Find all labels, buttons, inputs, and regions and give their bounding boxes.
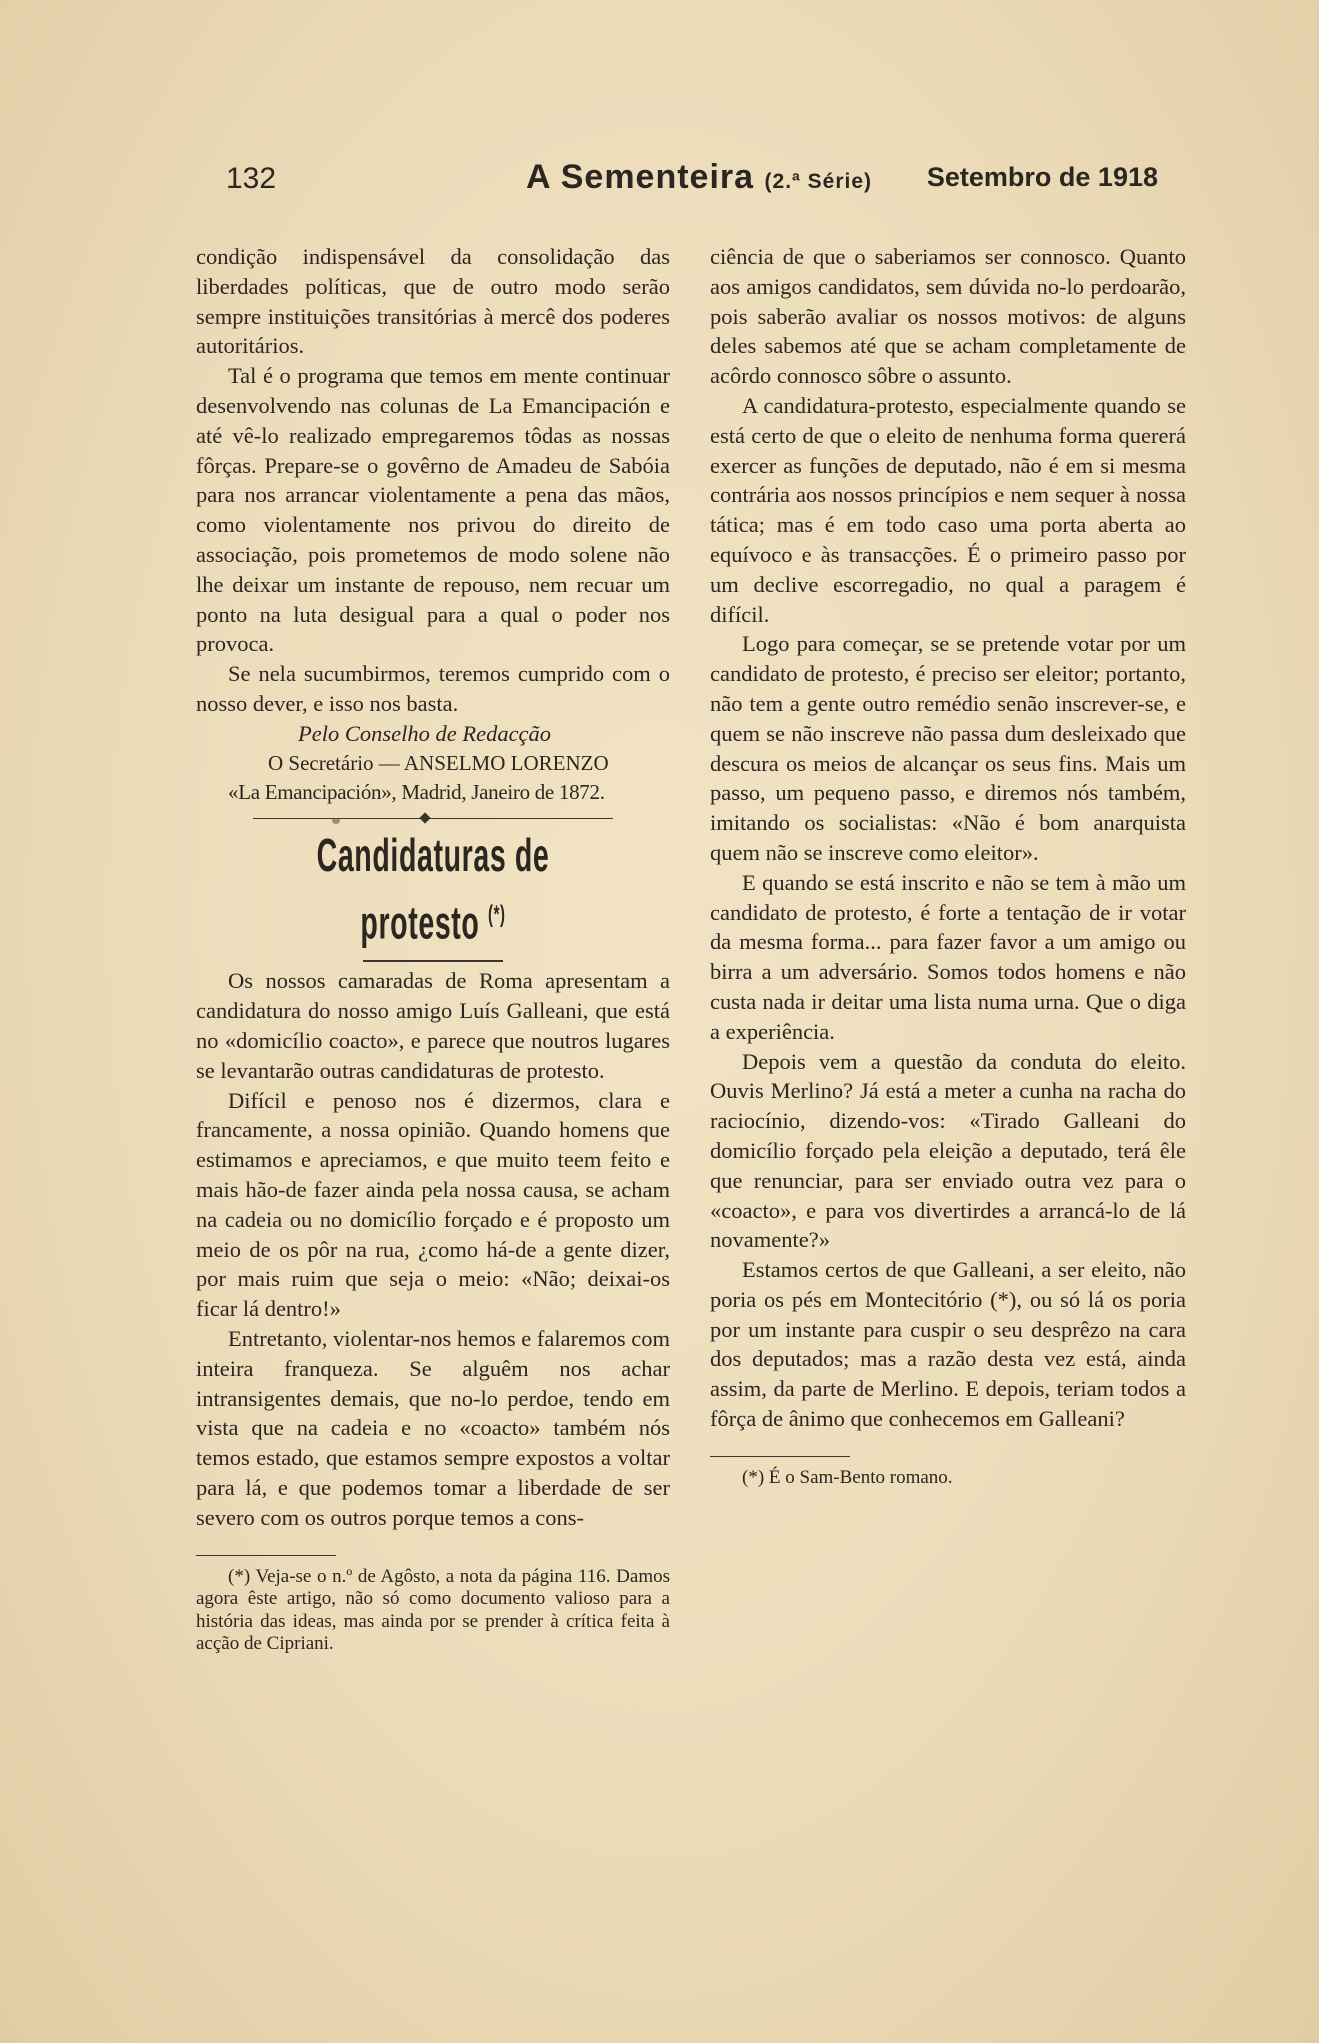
paragraph: Logo para começar, se se pretende votar por um candidato de protesto, é preciso ser eleitor; portanto, não tem a gente outro remédio senão inscrever-se, e quem se não inscreve não passa dum desleixado que descura os meios de alcançar os seus fins. Mais um passo, um pequeno passo, e diremos nós também, imitando os socialistas: «Não é bom anarquista quem não se inscreve como eleitor». [710, 631, 1186, 865]
paragraph: Estamos certos de que Galleani, a ser eleito, não poria os pés em Montecitório (*), ou só lá os poria por um instante para cuspir o seu desprêzo na cara dos deputados; mas a razão desta vez está, ainda assim, da parte de Merlino. E depois, teriam todos a fôrça de ânimo que conhecemos em Galleani? [710, 1257, 1186, 1432]
section-divider [253, 818, 613, 819]
series-label: (2.ª Série) [764, 170, 872, 193]
footnote-text: (*) É o Sam-Bento romano. [742, 1466, 953, 1488]
divider-ornament [419, 812, 430, 823]
paragraph: condição indispensável da consolidação das liberdades políticas, que de outro modo serão sempre instituições transitórias à mercê dos poderes autoritários. [196, 244, 670, 359]
paragraph: Entretanto, violentar-nos hemos e falaremos com inteira franqueza. Se alguêm nos achar intransigentes demais, que no-lo perdoe, tendo em vista que na cadeia e no «coacto» também nós temos estado, que estamos sempre expostos a voltar para lá, e que podemos tomar a liberdade de ser severo com os outros porque temos a cons- [196, 1326, 670, 1530]
publication-name: A Sementeira [526, 158, 755, 196]
paragraph: A candidatura-protesto, especialmente quando se está certo de que o eleito de nenhuma forma quererá exercer as funções de deputado, não é em si mesma contrária aos nossos princípios e nem sequer à nossa tática; mas é em todo caso uma porta aberta ao equívoco e às transacções. É o primeiro passo por um declive escorregadio, no qual a paragem é difícil. [710, 392, 1186, 627]
footnote-rule [196, 1555, 336, 1556]
paragraph: Tal é o programa que temos em mente continuar desenvolvendo nas colunas de La Emancipación e até vê-lo realizado empregaremos tôdas as nossas fôrças. Prepare-se o govêrno de Amadeu de Sabóia para nos arrancar violentamente a pena das mãos, como violentamente nos privou do direito de associação, pois prometemos de modo solene não lhe deixar um instante de repouso, nem recuar um ponto na luta desigual para a qual o poder nos provoca. [196, 363, 670, 657]
paragraph: Difícil e penoso nos é dizermos, clara e francamente, a nossa opinião. Quando homens que estimamos e apreciamos, e que muito teem feito e mais hão-de fazer ainda pela nossa causa, se acham na cadeia ou no domicílio forçado e é proposto um meio de os pôr na rua, ¿como há-de a gente dizer, por mais ruim que seja o meio: «Não; deixai-os ficar lá dentro!» [196, 1087, 670, 1322]
section-title-text: Candidaturas de protesto [316, 829, 550, 949]
paragraph: E quando se está inscrito e não se tem à mão um candidato de protesto, é forte a tentação de ir votar da mesma forma... para fazer favor a um amigo ou birra a um adversário. Somos todos homens e não custa nada ir deitar uma lista numa urna. Que o diga a experiência. [710, 869, 1186, 1044]
title-rule [363, 960, 503, 962]
right-column [710, 242, 1186, 1489]
issue-date: Setembro de 1918 [926, 162, 1158, 192]
footnote [196, 1566, 670, 1656]
signature-line: Pelo Conselho de Redacção [298, 720, 552, 746]
footnote-rule [710, 1456, 850, 1457]
left-column [196, 242, 670, 1656]
section-footnote-mark: (*) [488, 901, 506, 929]
paragraph: ciência de que o saberiamos ser connosco. Quanto aos amigos candidatos, sem dúvida no-lo perdoarão, pois saberão avaliar os nossos motivos: de alguns deles sabemos até que se acham completamente de acôrdo connosco sôbre o assunto. [710, 244, 1186, 389]
signature-secretary: O Secretário — ANSELMO LORENZO [268, 750, 609, 775]
footnote [710, 1467, 1186, 1490]
page-header [196, 158, 1158, 198]
ink-blot [332, 818, 340, 824]
publication-title [526, 158, 872, 197]
section-title [286, 825, 580, 952]
page-number: 132 [226, 162, 277, 195]
signature-source: «La Emancipación», Madrid, Janeiro de 1872. [228, 780, 605, 805]
footnote-text: (*) Veja-se o n.º de Agôsto, a nota da página 116. Damos agora êste artigo, não só como documento valioso para a história das ideas, mas ainda por se prender à crítica feita à acção de Cipriani. [196, 1565, 670, 1655]
paragraph: Se nela sucumbirmos, teremos cumprido com o nosso dever, e isso nos basta. [196, 661, 670, 716]
paragraph: Depois vem a questão da conduta do eleito. Ouvis Merlino? Já está a meter a cunha na racha do raciocínio, dizendo-vos: «Tirado Galleani do domicílio forçado pela eleição a deputado, terá êle que renunciar, para ser enviado outra vez para o «coacto», e para vos divertirdes a arrancá-lo de lá novamente?» [710, 1048, 1186, 1253]
paragraph: Os nossos camaradas de Roma apresentam a candidatura do nosso amigo Luís Galleani, que está no «domicílio coacto», e parece que noutros lugares se levantarão outras candidaturas de protesto. [196, 968, 670, 1083]
